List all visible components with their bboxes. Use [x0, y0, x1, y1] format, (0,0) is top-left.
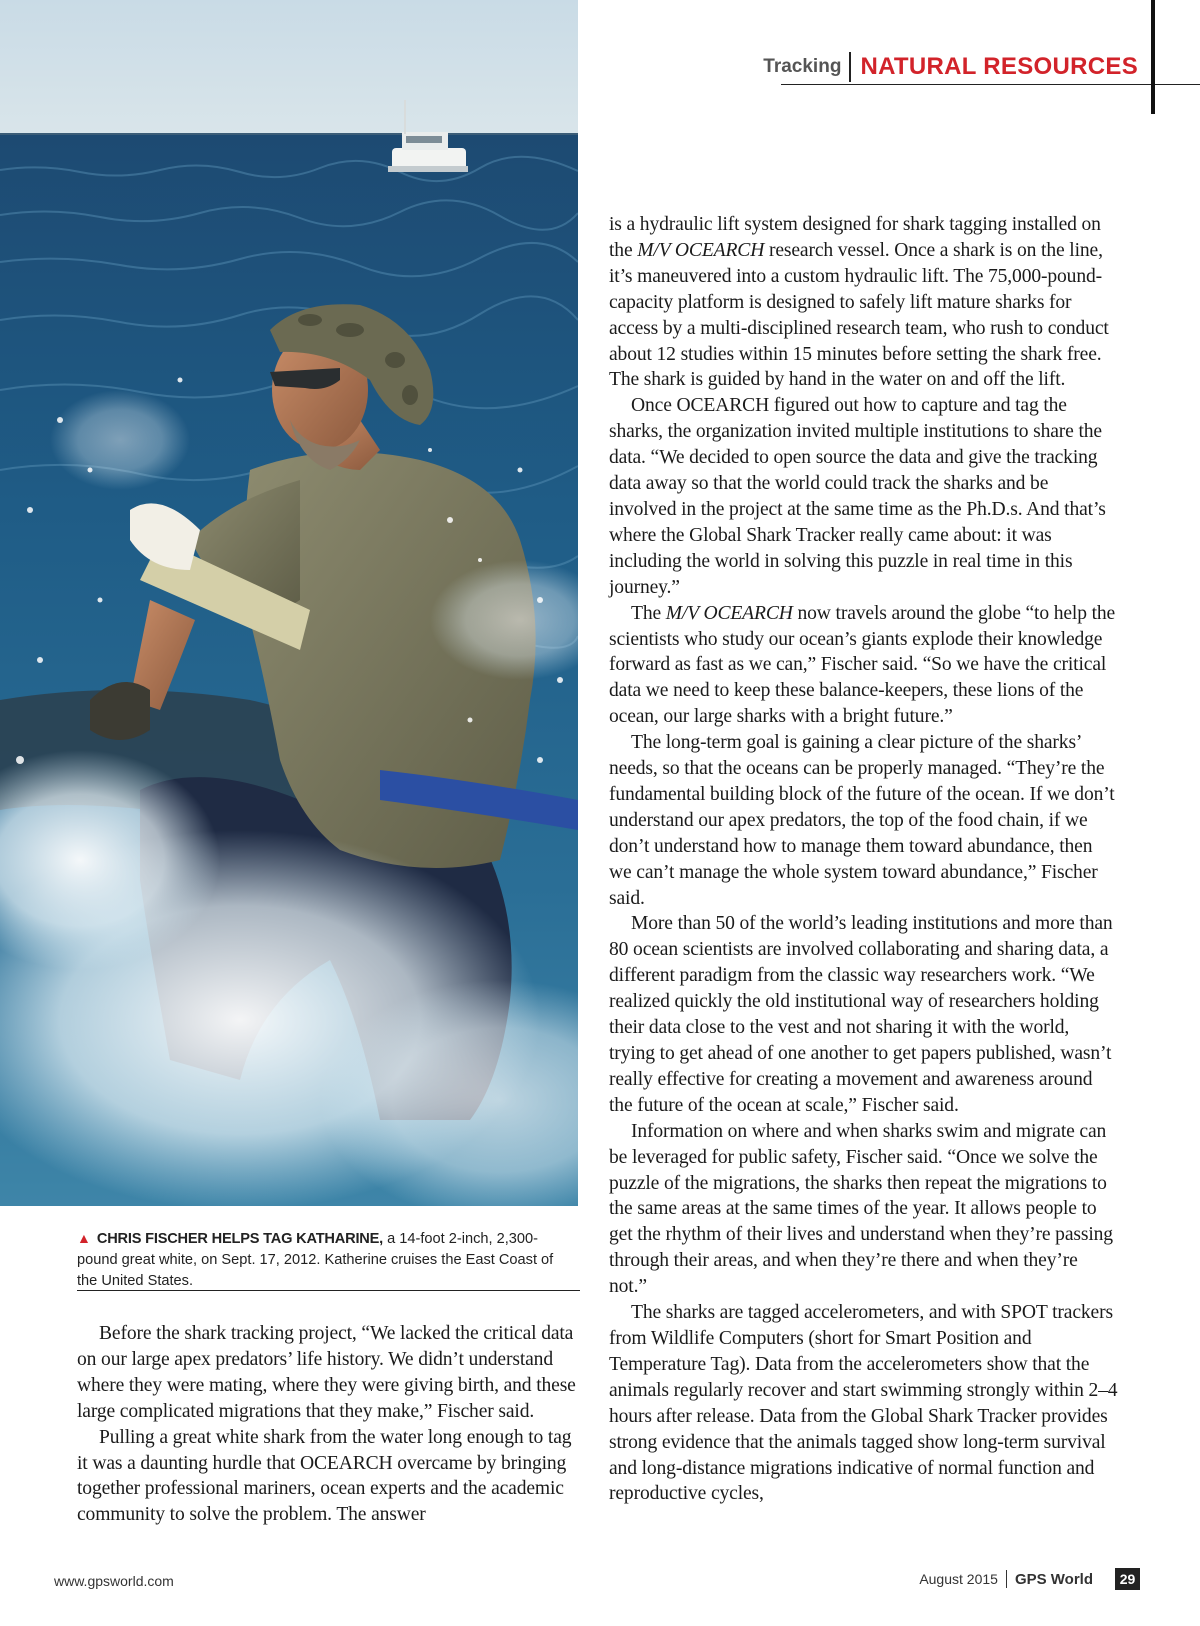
paragraph: Information on where and when sharks swim and migrate can be leveraged for public safety, Fischer said. “Once we solve the puzzle of the migrations, the sharks then repeat the migrations to the same areas at the same times of the year. It allows people to get the rhythm of their lives and understand when they’re passing through their areas, and when they’re there and when they’re not.”	[609, 1120, 1113, 1298]
page-number: 29	[1115, 1568, 1140, 1590]
photo-caption	[77, 1228, 575, 1292]
caption-rule	[77, 1290, 580, 1291]
paragraph: Once OCEARCH figured out how to capture and tag the sharks, the organization invited multiple institutions to share the data. “We decided to open source the data and give the tracking data away so that the world could track the sharks and be involved in the project at the same time as the Ph.D.s. And that’s where the Global Shark Tracker really came about: it was including the world in solving this puzzle in real time in this journey.”	[609, 395, 1106, 598]
article-column-right	[609, 212, 1119, 1507]
article-photo	[0, 0, 578, 1206]
magazine-name: GPS World	[1014, 1570, 1093, 1588]
paragraph: Before the shark tracking project, “We lacked the critical data on our large apex predators’ life history. We didn’t understand where they were mating, where they were giving birth, and these large complicated migrations that they make,” Fischer said.	[77, 1323, 576, 1422]
caption-text: a 14-foot 2-inch, 2,300-pound great white, on Sept. 17, 2012. Katherine cruises the East Coast of the United States.	[77, 1231, 554, 1289]
text-run: is a hydraulic lift system designed for shark tagging installed on the	[609, 214, 1101, 261]
footer-folio	[919, 1568, 1140, 1590]
section-title: NATURAL RESOURCES	[860, 53, 1138, 80]
paragraph: Pulling a great white shark from the water long enough to tag it was a daunting hurdle that OCEARCH overcame by bringing together professional mariners, ocean experts and the academic community to solve the problem. The answer	[77, 1426, 572, 1526]
header-vertical-rule	[1151, 0, 1155, 114]
paragraph: More than 50 of the world’s leading institutions and more than 80 ocean scientists are involved collaborating and sharing data, a different paradigm from the classic way researchers work. “We realized quickly the old institutional way of researchers holding their data close to the vest and not sharing it with the world, trying to get ahead of one another to get papers published, wasn’t really effective for creating a movement and awareness around the future of the ocean at scale,” Fischer said.	[609, 913, 1113, 1116]
paragraph: The long-term goal is gaining a clear picture of the sharks’ needs, so that the oceans can be properly managed. “They’re the fundamental building block of the future of the ocean. If we don’t understand our apex predators, the top of the food chain, if we don’t understand how to manage them toward abundance, then we can’t manage the whole system toward abundance,” Fischer said.	[609, 732, 1115, 909]
issue-date: August 2015	[919, 1571, 998, 1587]
section-divider	[849, 52, 851, 82]
footer-url[interactable]: www.gpsworld.com	[54, 1573, 174, 1589]
paragraph	[609, 212, 1119, 393]
caption-triangle-icon: ▲	[77, 1230, 91, 1246]
text-run: now travels around the globe “to help the scientists who study our ocean’s giants explode their knowledge forward as fast as we can,” Fischer said. “So we have the critical data we need to keep these balance-keepers, these lions of the ocean, our large sharks with a bright future.”	[609, 602, 1116, 728]
header-rule	[781, 84, 1200, 85]
paragraph: The sharks are tagged accelerometers, and with SPOT trackers from Wildlife Computers (short for Smart Position and Temperature Tag). Data from the accelerometers show that the animals regularly recover and start swimming strongly within 2–4 hours after release. Data from the Global Shark Tracker provides strong evidence that the animals tagged show long-term survival and long-distance migrations indicative of normal function and reproductive cycles,	[609, 1302, 1118, 1505]
folio-divider	[1006, 1570, 1007, 1588]
vessel-name: M/V OCEARCH	[637, 239, 765, 261]
section-subtitle: Tracking	[763, 56, 842, 77]
text-run: research vessel. Once a shark is on the line, it’s maneuvered into a custom hydraulic lift. The 75,000-pound-capacity platform is designed to safely lift mature sharks for access by a multi-disciplined research team, who rush to conduct about 12 studies within 15 minutes before setting the shark free. The shark is guided by hand in the water on and off the lift.	[609, 239, 1109, 391]
paragraph	[609, 601, 1119, 731]
vessel-name: M/V OCEARCH	[665, 602, 793, 624]
section-header	[763, 46, 1138, 82]
article-column-left	[77, 1321, 580, 1528]
caption-lead: CHRIS FISCHER HELPS TAG KATHARINE,	[96, 1231, 384, 1247]
text-run: The	[631, 602, 666, 624]
